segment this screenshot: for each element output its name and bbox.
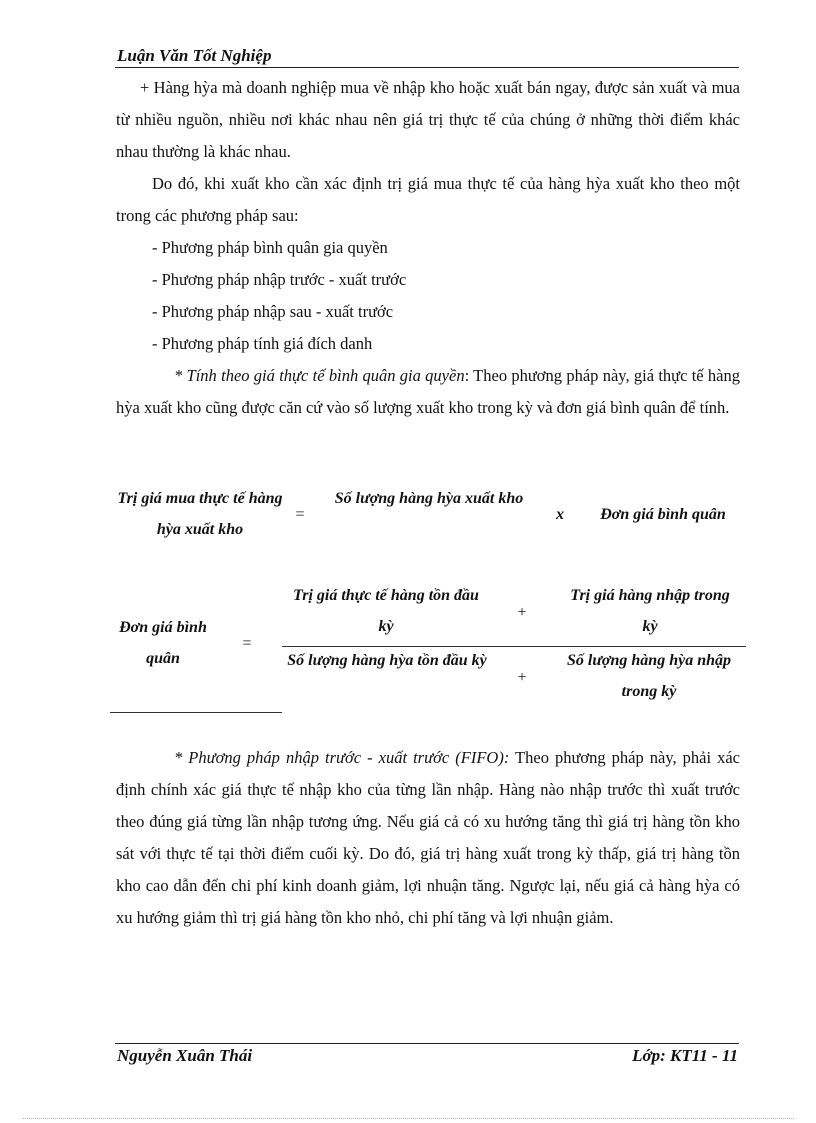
paragraph-fifo-lead: * Phương pháp nhập trước - xuất trước (FIFO): bbox=[174, 748, 510, 767]
header-title: Luận Văn Tốt Nghiệp bbox=[117, 46, 272, 65]
page-bottom-border bbox=[22, 1118, 794, 1119]
formula2-underline bbox=[110, 712, 282, 713]
formula2-denominator-purchases: Số lượng hàng hỳa nhập trong kỳ bbox=[566, 652, 731, 700]
paragraph-weighted-average-lead: * Tính theo giá thực tế bình quân gia quyền bbox=[174, 366, 465, 385]
formula1-term-unit-price: Đơn giá bình quân bbox=[600, 506, 726, 523]
footer-rule bbox=[115, 1043, 739, 1044]
paragraph-fifo-text: Theo phương pháp này, phải xác định chính xác giá thực tế nhập kho của từng lần nhập. Hàng nào nhập trước thì xuất trước theo đúng giá từng lần nhập tương ứng. Nếu giá cả có xu hướng tăng thì giá trị hàng tồn kho sát với thực tế tại thời điểm cuối kỳ. Do đó, giá trị hàng xuất trong kỳ thấp, giá trị hàng tồn kho cao dẫn đến chi phí kinh doanh giảm, lợi nhuận tăng. Ngược lại, nếu giá cả hàng hỳa có xu hướng giảm thì trị giá hàng tồn kho nhỏ, chi phí tăng và lợi nhuận giảm. bbox=[116, 748, 740, 927]
formula2-numerator-opening: Trị giá thực tế hàng tồn đầu kỳ bbox=[293, 587, 479, 635]
paragraph-weighted-average bbox=[116, 360, 740, 424]
method-list-item: - Phương pháp nhập sau - xuất trước bbox=[152, 302, 394, 321]
formula2-equals: = bbox=[242, 635, 252, 652]
header-rule bbox=[115, 67, 739, 68]
formula2-denominator-opening: Số lượng hàng hỳa tồn đầu kỳ bbox=[287, 652, 487, 669]
formula2-lhs: Đơn giá bình quân bbox=[119, 619, 207, 667]
paragraph-weighted-average-text: : Theo phương pháp này, giá thực tế hàng hỳa xuất kho cũng được căn cứ vào số lượng xuất kho trong kỳ và đơn giá bình quân để tính. bbox=[116, 366, 741, 417]
paragraph-1: + Hàng hỳa mà doanh nghiệp mua về nhập kho hoặc xuất bán ngay, được sản xuất và mua từ nhiều nguồn, nhiều nơi khác nhau nên giá trị thực tế của chúng ở những thời điểm khác nhau thường là khác nhau. bbox=[116, 78, 740, 161]
method-list-item: - Phương pháp tính giá đích danh bbox=[152, 334, 373, 353]
footer-author: Nguyễn Xuân Thái bbox=[117, 1046, 253, 1065]
formula1-multiply: x bbox=[556, 506, 564, 523]
formula2-numerator-plus: + bbox=[517, 604, 527, 621]
footer-class: Lớp: KT11 - 11 bbox=[632, 1046, 738, 1065]
formula1-equals: = bbox=[295, 506, 305, 523]
formula2-denominator-plus: + bbox=[517, 669, 527, 686]
paragraph-2: Do đó, khi xuất kho cần xác định trị giá mua thực tế của hàng hỳa xuất kho theo một trong các phương pháp sau: bbox=[116, 174, 740, 225]
formula1-lhs: Trị giá mua thực tế hàng hỳa xuất kho bbox=[117, 490, 283, 538]
method-list-item: - Phương pháp bình quân gia quyền bbox=[152, 238, 388, 257]
formula1-term-quantity: Số lượng hàng hỳa xuất kho bbox=[334, 490, 524, 507]
method-list-item: - Phương pháp nhập trước - xuất trước bbox=[152, 270, 407, 289]
paragraph-fifo bbox=[116, 742, 740, 934]
formula2-numerator-purchases: Trị giá hàng nhập trong kỳ bbox=[570, 587, 730, 635]
